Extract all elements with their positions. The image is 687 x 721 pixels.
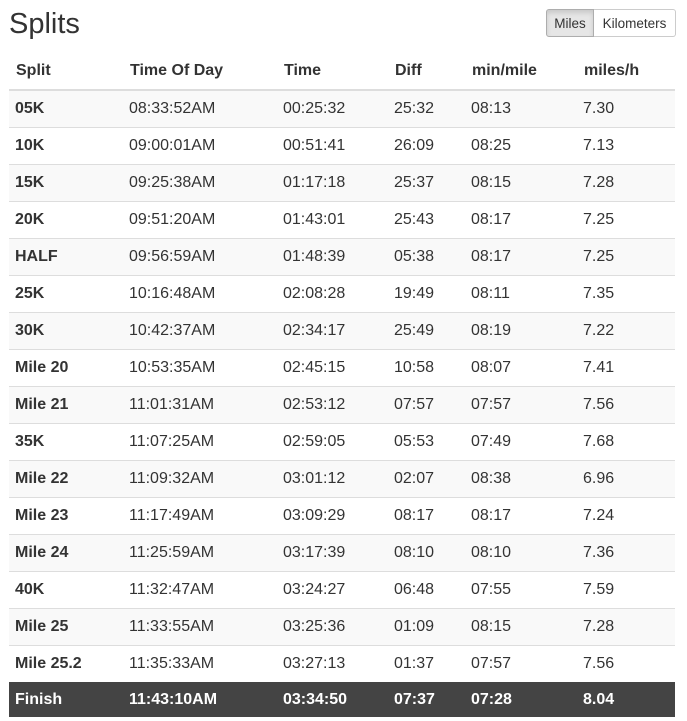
time-cell: 02:45:15 <box>277 350 388 387</box>
split-cell: 40K <box>9 572 123 609</box>
table-row <box>9 276 675 313</box>
diff-cell: 25:32 <box>388 90 465 128</box>
header-split: Split <box>9 53 123 90</box>
pace-cell: 08:11 <box>465 276 577 313</box>
speed-cell: 7.13 <box>577 128 675 165</box>
table-row <box>9 128 675 165</box>
speed-cell: 7.25 <box>577 239 675 276</box>
time-of-day-cell: 11:25:59AM <box>123 535 277 572</box>
time-cell: 03:24:27 <box>277 572 388 609</box>
time-cell: 01:43:01 <box>277 202 388 239</box>
diff-cell: 08:10 <box>388 535 465 572</box>
split-cell: Mile 24 <box>9 535 123 572</box>
time-of-day-cell: 11:07:25AM <box>123 424 277 461</box>
speed-cell: 7.30 <box>577 90 675 128</box>
table-row <box>9 202 675 239</box>
pace-cell: 08:38 <box>465 461 577 498</box>
pace-cell: 08:15 <box>465 609 577 646</box>
time-cell: 02:59:05 <box>277 424 388 461</box>
header-pace: min/mile <box>465 53 577 90</box>
speed-cell: 7.56 <box>577 646 675 683</box>
time-cell: 03:01:12 <box>277 461 388 498</box>
pace-cell: 07:57 <box>465 387 577 424</box>
speed-cell: 7.56 <box>577 387 675 424</box>
table-row <box>9 498 675 535</box>
time-cell: 01:17:18 <box>277 165 388 202</box>
diff-cell: 05:38 <box>388 239 465 276</box>
split-cell: Mile 22 <box>9 461 123 498</box>
pace-cell: 08:10 <box>465 535 577 572</box>
header-speed: miles/h <box>577 53 675 90</box>
finish-speed: 8.04 <box>577 682 675 717</box>
split-cell: Mile 21 <box>9 387 123 424</box>
split-cell: Mile 23 <box>9 498 123 535</box>
header-time-of-day: Time Of Day <box>123 53 277 90</box>
time-cell: 01:48:39 <box>277 239 388 276</box>
table-row <box>9 387 675 424</box>
header-diff: Diff <box>388 53 465 90</box>
time-of-day-cell: 11:09:32AM <box>123 461 277 498</box>
table-row <box>9 239 675 276</box>
time-cell: 00:51:41 <box>277 128 388 165</box>
splits-table <box>9 53 675 717</box>
time-cell: 03:17:39 <box>277 535 388 572</box>
time-of-day-cell: 09:56:59AM <box>123 239 277 276</box>
speed-cell: 7.35 <box>577 276 675 313</box>
split-cell: 35K <box>9 424 123 461</box>
table-row <box>9 572 675 609</box>
table-row <box>9 461 675 498</box>
table-row <box>9 165 675 202</box>
speed-cell: 7.28 <box>577 165 675 202</box>
speed-cell: 7.36 <box>577 535 675 572</box>
time-cell: 03:25:36 <box>277 609 388 646</box>
split-cell: 10K <box>9 128 123 165</box>
table-row <box>9 424 675 461</box>
pace-cell: 08:13 <box>465 90 577 128</box>
diff-cell: 25:43 <box>388 202 465 239</box>
split-cell: Mile 25 <box>9 609 123 646</box>
diff-cell: 01:37 <box>388 646 465 683</box>
diff-cell: 08:17 <box>388 498 465 535</box>
pace-cell: 07:49 <box>465 424 577 461</box>
time-of-day-cell: 11:32:47AM <box>123 572 277 609</box>
time-cell: 02:08:28 <box>277 276 388 313</box>
time-cell: 03:27:13 <box>277 646 388 683</box>
time-of-day-cell: 09:00:01AM <box>123 128 277 165</box>
finish-split: Finish <box>9 682 123 717</box>
speed-cell: 7.59 <box>577 572 675 609</box>
speed-cell: 6.96 <box>577 461 675 498</box>
pace-cell: 08:17 <box>465 239 577 276</box>
time-of-day-cell: 11:33:55AM <box>123 609 277 646</box>
split-cell: Mile 20 <box>9 350 123 387</box>
pace-cell: 07:55 <box>465 572 577 609</box>
speed-cell: 7.28 <box>577 609 675 646</box>
finish-time: 03:34:50 <box>277 682 388 717</box>
time-cell: 02:34:17 <box>277 313 388 350</box>
split-cell: 15K <box>9 165 123 202</box>
diff-cell: 26:09 <box>388 128 465 165</box>
pace-cell: 08:25 <box>465 128 577 165</box>
kilometers-button[interactable]: Kilometers <box>594 9 676 37</box>
table-row <box>9 90 675 128</box>
time-of-day-cell: 09:51:20AM <box>123 202 277 239</box>
speed-cell: 7.22 <box>577 313 675 350</box>
time-cell: 02:53:12 <box>277 387 388 424</box>
time-of-day-cell: 09:25:38AM <box>123 165 277 202</box>
table-row <box>9 646 675 683</box>
time-of-day-cell: 11:35:33AM <box>123 646 277 683</box>
table-row <box>9 609 675 646</box>
split-cell: 05K <box>9 90 123 128</box>
pace-cell: 08:17 <box>465 202 577 239</box>
split-cell: 20K <box>9 202 123 239</box>
table-row <box>9 313 675 350</box>
time-of-day-cell: 11:01:31AM <box>123 387 277 424</box>
speed-cell: 7.25 <box>577 202 675 239</box>
pace-cell: 08:15 <box>465 165 577 202</box>
diff-cell: 01:09 <box>388 609 465 646</box>
diff-cell: 19:49 <box>388 276 465 313</box>
diff-cell: 05:53 <box>388 424 465 461</box>
split-cell: 30K <box>9 313 123 350</box>
page-title: Splits <box>9 8 80 40</box>
pace-cell: 08:19 <box>465 313 577 350</box>
diff-cell: 10:58 <box>388 350 465 387</box>
diff-cell: 25:49 <box>388 313 465 350</box>
split-cell: 25K <box>9 276 123 313</box>
time-cell: 00:25:32 <box>277 90 388 128</box>
pace-cell: 08:07 <box>465 350 577 387</box>
miles-button[interactable]: Miles <box>546 9 594 37</box>
header-time: Time <box>277 53 388 90</box>
finish-time-of-day: 11:43:10AM <box>123 682 277 717</box>
unit-toggle <box>546 9 676 35</box>
splits-table-body <box>9 90 675 682</box>
time-of-day-cell: 10:42:37AM <box>123 313 277 350</box>
diff-cell: 25:37 <box>388 165 465 202</box>
time-of-day-cell: 10:16:48AM <box>123 276 277 313</box>
table-row <box>9 350 675 387</box>
diff-cell: 07:57 <box>388 387 465 424</box>
time-of-day-cell: 11:17:49AM <box>123 498 277 535</box>
speed-cell: 7.41 <box>577 350 675 387</box>
pace-cell: 08:17 <box>465 498 577 535</box>
speed-cell: 7.24 <box>577 498 675 535</box>
split-cell: Mile 25.2 <box>9 646 123 683</box>
time-cell: 03:09:29 <box>277 498 388 535</box>
finish-row <box>9 682 675 717</box>
finish-diff: 07:37 <box>388 682 465 717</box>
table-row <box>9 535 675 572</box>
time-of-day-cell: 10:53:35AM <box>123 350 277 387</box>
finish-pace: 07:28 <box>465 682 577 717</box>
split-cell: HALF <box>9 239 123 276</box>
table-header-row <box>9 53 675 90</box>
speed-cell: 7.68 <box>577 424 675 461</box>
time-of-day-cell: 08:33:52AM <box>123 90 277 128</box>
diff-cell: 02:07 <box>388 461 465 498</box>
pace-cell: 07:57 <box>465 646 577 683</box>
diff-cell: 06:48 <box>388 572 465 609</box>
